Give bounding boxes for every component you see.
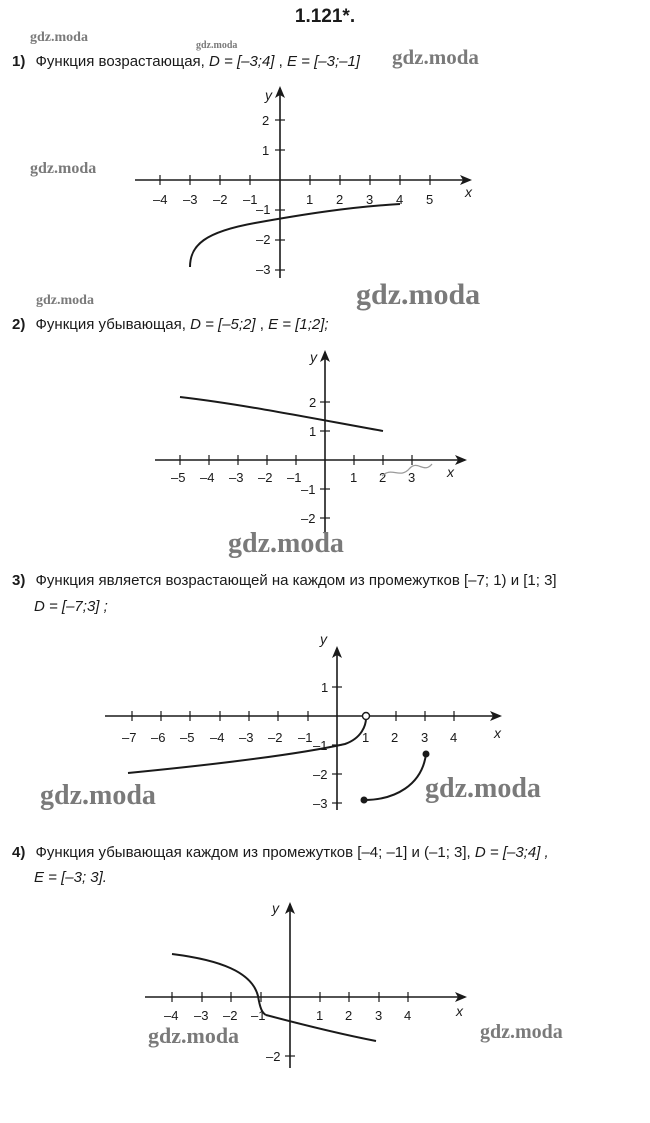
graph-2-ytick-m2: –2	[301, 511, 316, 526]
graph-4-x-label: x	[456, 1003, 463, 1019]
task-4-text: Функция убывающая каждом из промежутков [–4; –1] и (–1; 3],	[35, 844, 471, 861]
graph-3-closed-point-start	[361, 797, 368, 804]
graph-1-xtick-5: 5	[426, 192, 434, 207]
graph-3-open-point	[363, 713, 370, 720]
graph-3-xtick-m5: –5	[180, 730, 195, 745]
graph-2-xtick-m1: –1	[287, 470, 302, 485]
graph-2-x-label: x	[447, 464, 454, 480]
graph-3-ticks	[132, 687, 454, 803]
task-3-domain: D = [–7;3] ;	[34, 598, 108, 615]
watermark-3: gdz.moda	[392, 45, 479, 69]
graph-3-ytick-m3: –3	[313, 796, 328, 811]
graph-4-y-label: y	[272, 900, 279, 916]
graph-1-ytick-m3: –3	[256, 262, 271, 277]
graph-2-xtick-3: 3	[408, 470, 416, 485]
graph-3-x-label: x	[494, 725, 501, 741]
task-3-text: Функция является возрастающей на каждом из промежутков [–7; 1) и [1; 3]	[35, 572, 557, 589]
graph-4-xtick-m3: –3	[194, 1008, 209, 1023]
task-2-range: E = [1;2];	[268, 316, 329, 333]
graph-3-xtick-m4: –4	[210, 730, 225, 745]
task-4-number: 4)	[12, 844, 26, 861]
exercise-title: 1.121*.	[294, 6, 356, 27]
graph-1-ytick-2: 2	[262, 113, 270, 128]
graph-3-closed-point-end	[423, 751, 430, 758]
graph-1-xtick-m2: –2	[213, 192, 228, 207]
graph-2-xtick-m2: –2	[258, 470, 273, 485]
graph-2-y-label: y	[310, 349, 317, 365]
graph-1-xtick-1: 1	[306, 192, 314, 207]
graph-4-xtick-2: 2	[345, 1008, 353, 1023]
graph-1-ytick-m1: –1	[256, 202, 271, 217]
graph-2-curve	[180, 397, 383, 431]
scribble-mark	[382, 464, 432, 476]
watermark-4: gdz.moda	[30, 160, 97, 177]
task-2-domain: D = [–5;2]	[190, 316, 256, 333]
graph-1-ytick-1: 1	[262, 143, 270, 158]
task-1: 1) Функция возрастающая, D = [–3;4] , E = [–3;–1]	[12, 53, 360, 70]
task-2: 2) Функция убывающая, D = [–5;2] , E = [1;2];	[12, 316, 329, 333]
task-1-number: 1)	[12, 53, 26, 70]
graph-4-xtick-3: 3	[375, 1008, 383, 1023]
graph-1-xtick-3: 3	[366, 192, 374, 207]
graph-1-x-label: x	[465, 184, 472, 200]
watermark-7: gdz.moda	[228, 528, 344, 559]
task-1-range: E = [–3;–1]	[287, 53, 360, 70]
graph-1	[135, 87, 473, 278]
graph-3-curve-right	[364, 754, 426, 800]
graph-3-xtick-m3: –3	[239, 730, 254, 745]
graph-1-ytick-m2: –2	[256, 232, 271, 247]
task-4	[12, 843, 549, 863]
graph-4-xtick-m2: –2	[223, 1008, 238, 1023]
graph-2-xtick-2: 2	[379, 470, 387, 485]
task-4-domain: D = [–3;4] ,	[474, 844, 549, 861]
graph-3-xtick-3: 3	[421, 730, 429, 745]
graph-4-xtick-1: 1	[316, 1008, 324, 1023]
graph-3-ytick-m2: –2	[313, 767, 328, 782]
watermark-6: gdz.moda	[356, 278, 481, 311]
graph-2-xtick-m3: –3	[229, 470, 244, 485]
task-1-text: Функция возрастающая,	[35, 53, 205, 70]
task-3-domain-line	[34, 597, 108, 617]
graph-1-y-label: y	[265, 87, 272, 103]
graph-1-curve	[190, 204, 400, 267]
graph-1-xtick-m3: –3	[183, 192, 198, 207]
graph-2-ytick-m1: –1	[301, 482, 316, 497]
graph-2	[155, 349, 465, 532]
task-3-number: 3)	[12, 572, 26, 589]
graph-2-xtick-1: 1	[350, 470, 358, 485]
task-3	[12, 571, 557, 591]
graph-1-xtick-4: 4	[396, 192, 404, 207]
watermark-10: gdz.moda	[148, 1023, 240, 1048]
graph-4-curve-left	[172, 954, 266, 1015]
graph-3-xtick-m2: –2	[268, 730, 283, 745]
watermark-2: gdz.moda	[196, 40, 238, 51]
graph-2-xtick-m5: –5	[171, 470, 186, 485]
graph-1-xtick-2: 2	[336, 192, 344, 207]
watermark-11: gdz.moda	[480, 1021, 563, 1043]
graph-2-ytick-1: 1	[309, 424, 317, 439]
task-1-domain: D = [–3;4]	[209, 53, 275, 70]
graph-2-ytick-2: 2	[309, 395, 317, 410]
watermark-9: gdz.moda	[425, 773, 541, 804]
graph-4-xtick-m1: –1	[251, 1008, 266, 1023]
watermark-5: gdz.moda	[36, 293, 94, 308]
task-2-text: Функция убывающая,	[35, 316, 186, 333]
graph-4-ytick-m2: –2	[266, 1049, 281, 1064]
graph-3-ytick-m1: –1	[313, 738, 328, 753]
graph-3-ytick-1: 1	[321, 680, 329, 695]
graph-3-xtick-1: 1	[362, 730, 370, 745]
graph-4-xtick-4: 4	[404, 1008, 412, 1023]
graph-2-xtick-m4: –4	[200, 470, 215, 485]
graph-3-xtick-4: 4	[450, 730, 458, 745]
task-4-range-line	[34, 868, 107, 888]
graph-3-xtick-m6: –6	[151, 730, 166, 745]
graph-3-xtick-2: 2	[391, 730, 399, 745]
graph-1-xtick-m4: –4	[153, 192, 168, 207]
watermark-1: gdz.moda	[30, 30, 88, 45]
graph-3-xtick-m1: –1	[298, 730, 313, 745]
graph-3-curve-left	[128, 718, 366, 773]
task-2-number: 2)	[12, 316, 26, 333]
graph-3-xtick-m7: –7	[122, 730, 137, 745]
graph-4-xtick-m4: –4	[164, 1008, 179, 1023]
watermark-8: gdz.moda	[40, 780, 156, 811]
graph-1-ticks	[160, 120, 430, 270]
graph-3-y-label: y	[320, 631, 327, 647]
graph-1-xtick-m1: –1	[243, 192, 258, 207]
task-4-range: E = [–3; 3].	[34, 869, 107, 886]
